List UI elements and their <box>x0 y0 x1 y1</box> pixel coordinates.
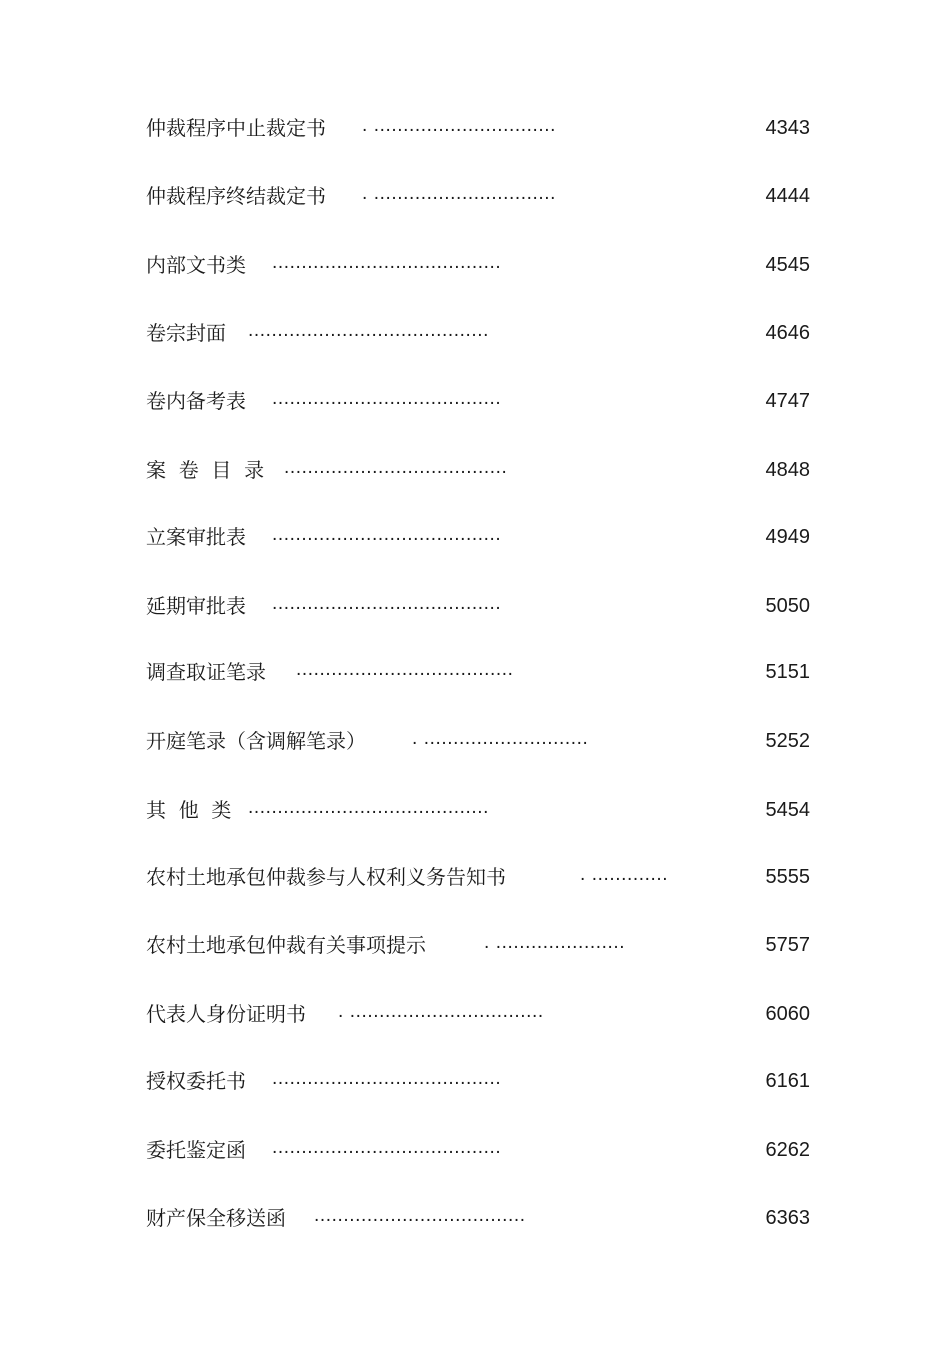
toc-entry[interactable] <box>146 250 810 280</box>
toc-entry[interactable] <box>146 1135 810 1165</box>
toc-entry-title: 立案审批表 <box>146 525 246 549</box>
toc-page-number: 6262 <box>765 1139 810 1161</box>
toc-entry[interactable] <box>146 386 810 416</box>
toc-page-number: 4848 <box>765 459 810 481</box>
toc-dot-leader: . ...................... <box>484 932 626 953</box>
toc-entry-title: 农村土地承包仲裁有关事项提示 <box>146 933 426 957</box>
toc-entry-title: 其 他 类 <box>146 798 232 822</box>
toc-entry-title: 卷宗封面 <box>146 321 226 345</box>
toc-entry[interactable] <box>146 795 810 825</box>
toc-page-number: 4343 <box>765 117 810 139</box>
toc-dot-leader: ....................................... <box>272 1068 502 1089</box>
toc-entry-title: 内部文书类 <box>146 253 246 277</box>
toc-entry-title: 授权委托书 <box>146 1069 246 1093</box>
toc-entry-title: 财产保全移送函 <box>146 1206 286 1230</box>
toc-page-number: 5252 <box>765 730 810 752</box>
toc-dot-leader: ....................................... <box>272 252 502 273</box>
toc-page-number: 5151 <box>765 661 810 683</box>
toc-entry-title: 案 卷 目 录 <box>146 458 265 482</box>
toc-dot-leader: ...................................... <box>284 457 508 478</box>
toc-entry[interactable] <box>146 181 810 211</box>
toc-dot-leader: . ................................. <box>338 1001 544 1022</box>
toc-entry-title: 农村土地承包仲裁参与人权利义务告知书 <box>146 865 506 889</box>
toc-dot-leader: ....................................... <box>272 1137 502 1158</box>
toc-dot-leader: . ............................... <box>362 183 557 204</box>
toc-dot-leader: ....................................... <box>272 524 502 545</box>
toc-entry[interactable] <box>146 1066 810 1096</box>
toc-entry[interactable] <box>146 455 810 485</box>
toc-entry-title: 仲裁程序终结裁定书 <box>146 184 326 208</box>
toc-dot-leader: ....................................... <box>272 593 502 614</box>
toc-entry-title: 卷内备考表 <box>146 389 246 413</box>
toc-entry[interactable] <box>146 862 810 892</box>
toc-entry-title: 开庭笔录（含调解笔录） <box>146 729 366 753</box>
toc-entry-title: 调查取证笔录 <box>146 660 266 684</box>
toc-dot-leader: ......................................... <box>248 320 490 341</box>
toc-page-number: 4949 <box>765 526 810 548</box>
toc-dot-leader: ......................................... <box>248 797 490 818</box>
toc-dot-leader: . ............................ <box>412 728 589 749</box>
toc-entry[interactable] <box>146 657 810 687</box>
toc-entry-title: 委托鉴定函 <box>146 1138 246 1162</box>
toc-entry-title: 延期审批表 <box>146 594 246 618</box>
toc-entry[interactable] <box>146 1203 810 1233</box>
toc-entry[interactable] <box>146 591 810 621</box>
toc-page-number: 5050 <box>765 595 810 617</box>
toc-entry[interactable] <box>146 113 810 143</box>
toc-dot-leader: . ............................... <box>362 115 557 136</box>
toc-page-number: 4646 <box>765 322 810 344</box>
toc-dot-leader: . ............. <box>580 864 669 885</box>
toc-page-number: 4545 <box>765 254 810 276</box>
toc-page-number: 4444 <box>765 185 810 207</box>
toc-page-number: 6161 <box>765 1070 810 1092</box>
toc-entry-title: 仲裁程序中止裁定书 <box>146 116 326 140</box>
toc-entry[interactable] <box>146 726 810 756</box>
toc-entry-title: 代表人身份证明书 <box>146 1002 306 1026</box>
toc-entry[interactable] <box>146 930 810 960</box>
toc-entry[interactable] <box>146 522 810 552</box>
toc-page-number: 5757 <box>765 934 810 956</box>
toc-dot-leader: .................................... <box>314 1205 526 1226</box>
toc-entry[interactable] <box>146 318 810 348</box>
toc-entry[interactable] <box>146 999 810 1029</box>
toc-dot-leader: ....................................... <box>272 388 502 409</box>
toc-dot-leader: ..................................... <box>296 659 514 680</box>
toc-page-number: 5454 <box>765 799 810 821</box>
toc-page-number: 6363 <box>765 1207 810 1229</box>
toc-page-number: 4747 <box>765 390 810 412</box>
toc-page-number: 5555 <box>765 866 810 888</box>
toc-page-number: 6060 <box>765 1003 810 1025</box>
